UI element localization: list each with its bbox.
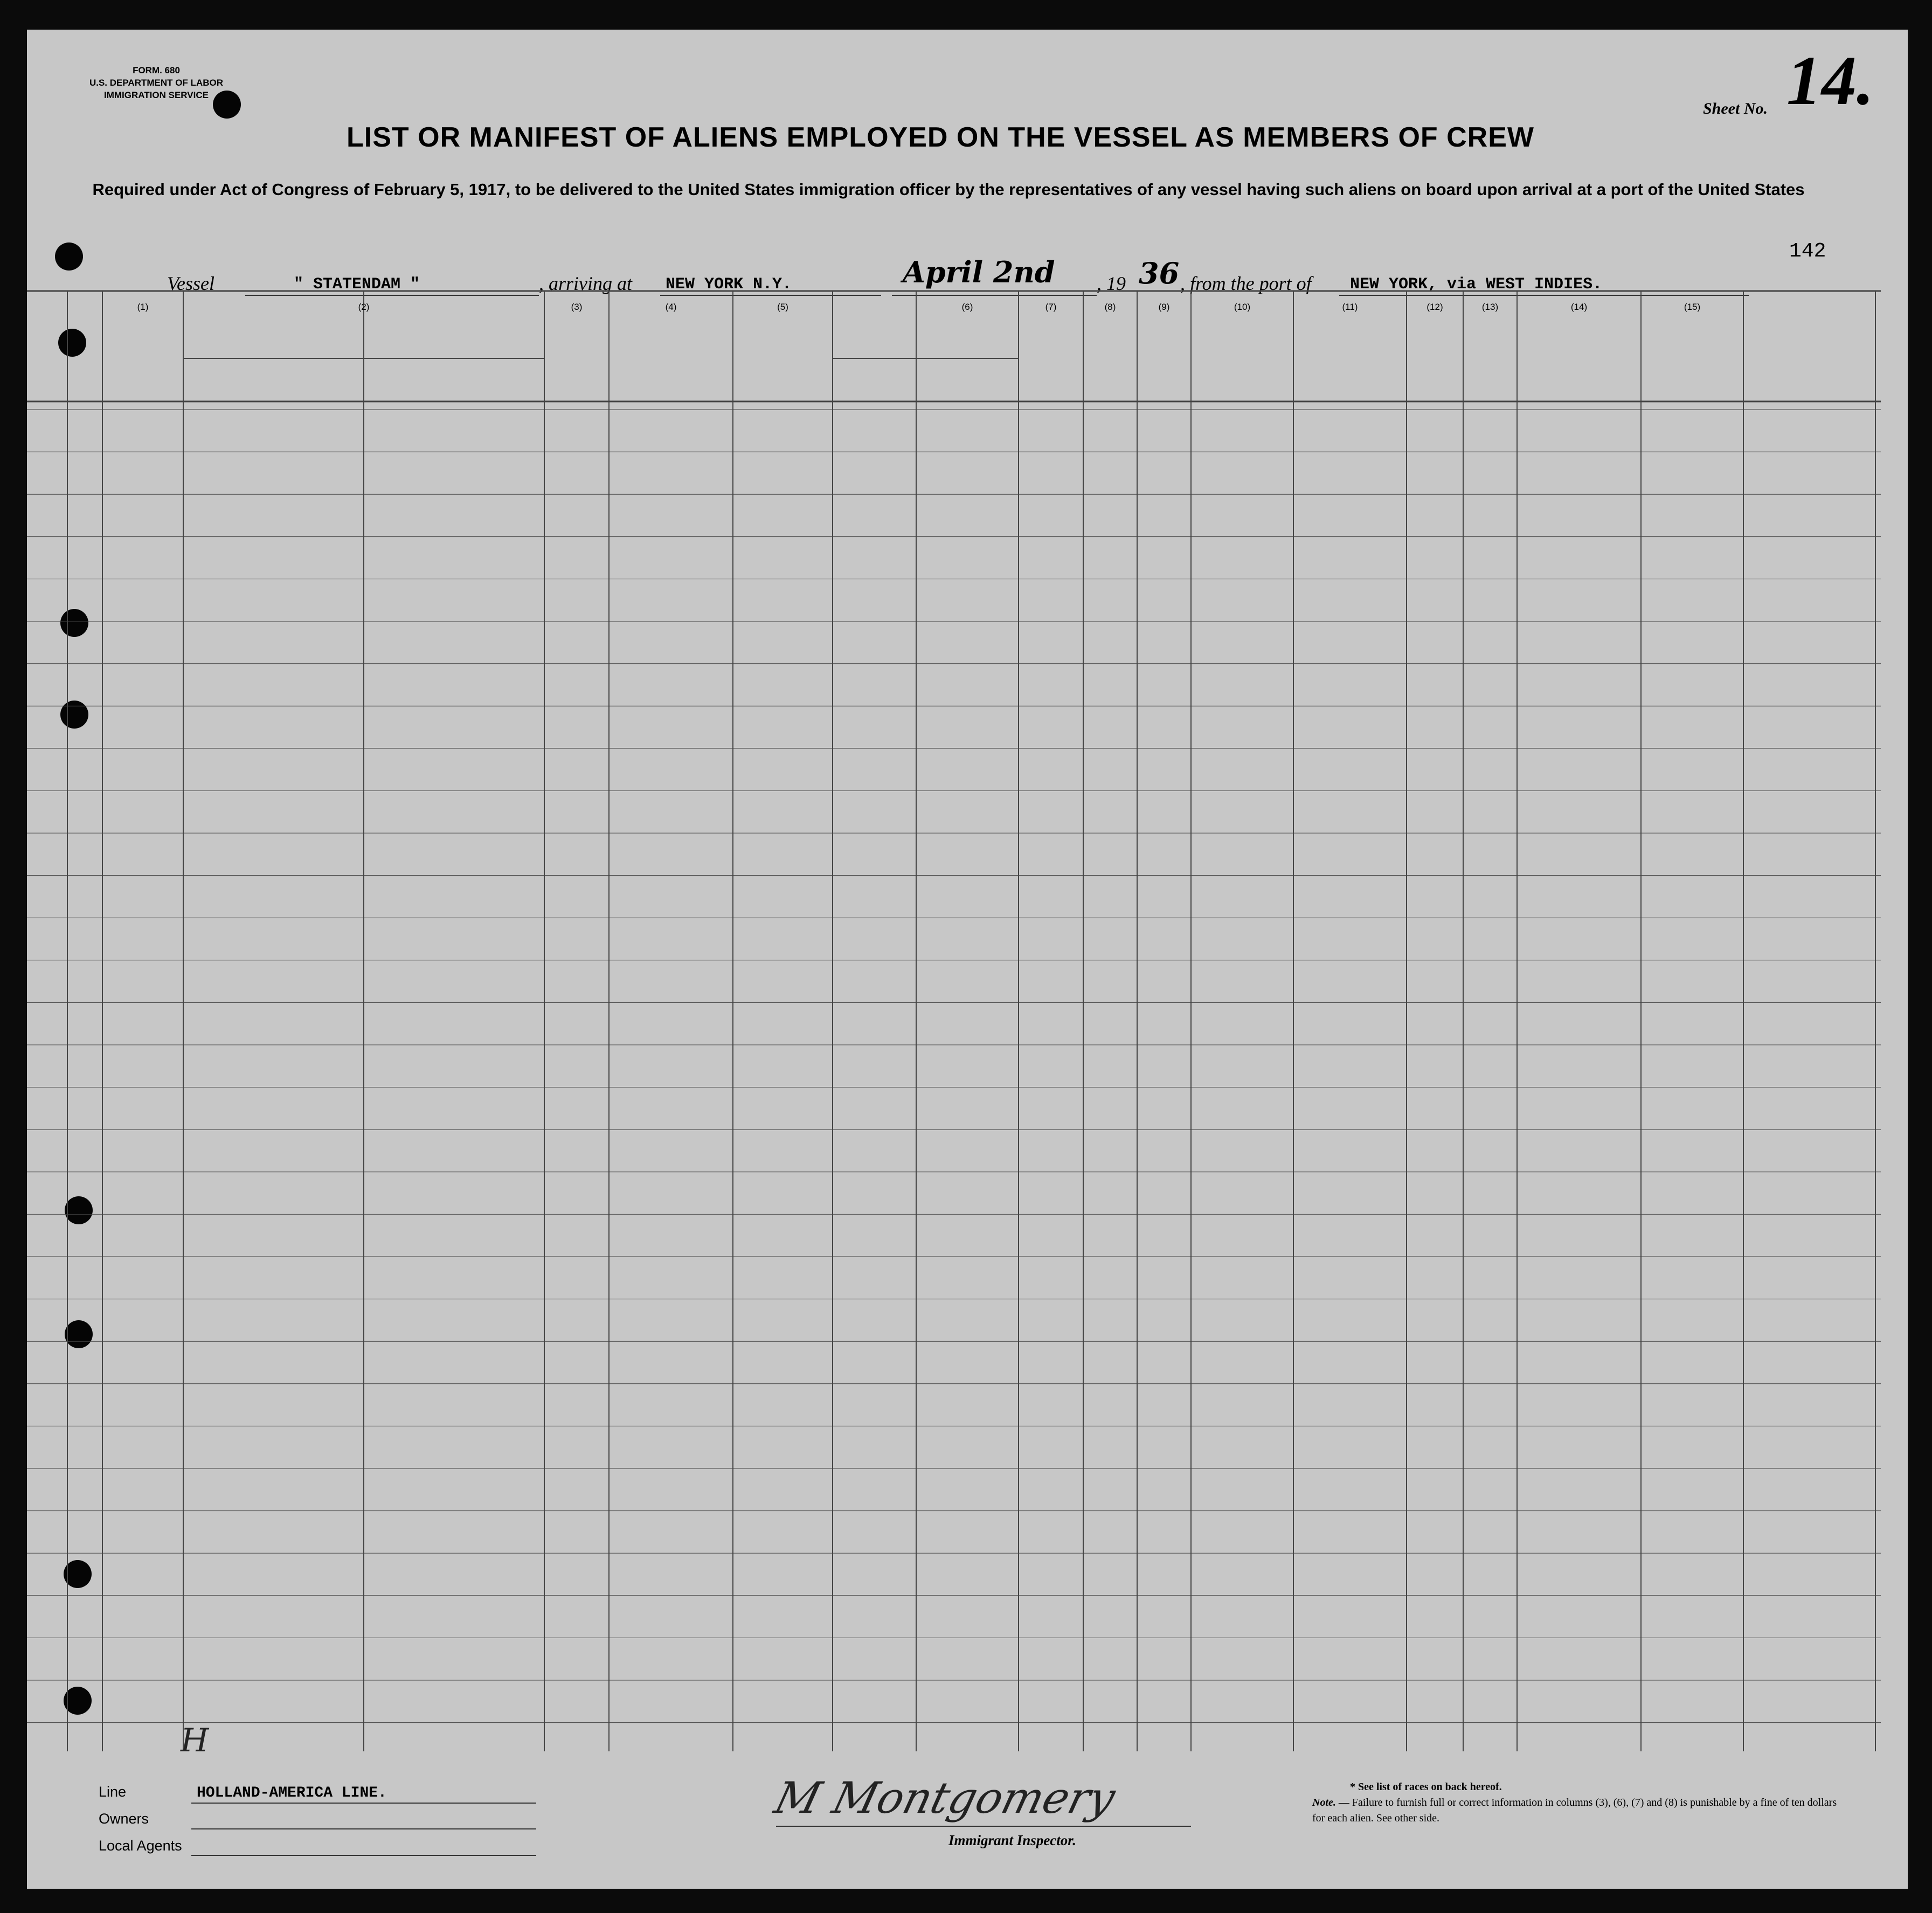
vessel-label: Vessel <box>167 273 214 294</box>
column-number: (11) <box>1342 302 1358 312</box>
page-title: LIST OR MANIFEST OF ALIENS EMPLOYED ON THE VESSEL AS MEMBERS OF CREW <box>347 122 1534 153</box>
arriving-label: , arriving at <box>539 273 633 294</box>
column-number: (10) <box>1234 302 1251 312</box>
arrival-date: April 2nd <box>903 255 1055 289</box>
column-number: (2) <box>358 302 370 312</box>
column-number: (6) <box>961 302 973 312</box>
margin-mark: H <box>181 1722 209 1759</box>
owners-label: Owners <box>99 1811 149 1827</box>
arrival-year: 36 <box>1139 256 1180 290</box>
column-number: (3) <box>571 302 583 312</box>
note-text: — Failure to furnish full or correct information in columns (3), (6), (7) and (8) is punishable by a fine of ten dollars for each alien. See other side. <box>1312 1797 1837 1824</box>
column-number: (5) <box>777 302 788 312</box>
footnote <box>1312 1779 1851 1826</box>
column-number: (12) <box>1427 302 1443 312</box>
column-number: (13) <box>1481 302 1499 312</box>
sheet-label: Sheet No. <box>1703 100 1768 117</box>
local-agents-label: Local Agents <box>99 1838 182 1854</box>
column-number: (14) <box>1570 302 1588 312</box>
page-subtitle: Required under Act of Congress of February 5, 1917, to be delivered to the United States immigration officer by the representatives of any vessel having such aliens on board upon arrival at a port of the United States <box>92 180 1805 199</box>
from-label: , from the port of <box>1180 273 1312 294</box>
column-number: (1) <box>137 302 149 312</box>
column-number: (15) <box>1684 302 1701 312</box>
from-port: NEW YORK, via WEST INDIES. <box>1350 275 1603 294</box>
race-note: * See list of races on back hereof. <box>1350 1781 1502 1793</box>
vessel-name: " STATENDAM " <box>294 275 420 294</box>
column-number: (9) <box>1158 302 1170 312</box>
page-number: 142 <box>1789 240 1826 263</box>
column-number: (8) <box>1104 302 1116 312</box>
year-prefix: , 19 <box>1097 273 1126 294</box>
inspector-label: Immigrant Inspector. <box>948 1832 1077 1848</box>
column-number: (7) <box>1045 302 1057 312</box>
service: IMMIGRATION SERVICE <box>104 89 209 100</box>
arriving-port: NEW YORK N.Y. <box>666 275 792 294</box>
form-number: FORM. 680 <box>133 65 180 75</box>
inspector-signature: M Montgomery <box>770 1773 1120 1823</box>
column-number: (4) <box>665 302 677 312</box>
department: U.S. DEPARTMENT OF LABOR <box>89 77 224 88</box>
sheet-number: 14. <box>1786 42 1874 120</box>
line-value: HOLLAND-AMERICA LINE. <box>197 1785 387 1801</box>
note-label: Note. <box>1312 1797 1336 1808</box>
line-label: Line <box>99 1784 127 1800</box>
